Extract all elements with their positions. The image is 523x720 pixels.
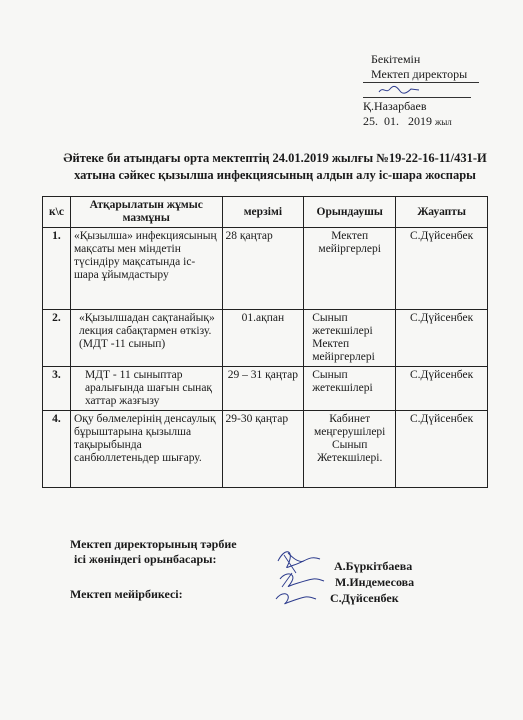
- row-executor: Сынып жетекшілері Мектеп мейіргерлері: [304, 310, 396, 367]
- approval-date: [363, 114, 523, 130]
- approval-block: [363, 52, 523, 130]
- row-executor: Сынып жетекшілері: [304, 367, 396, 411]
- title-line-2: хатына сәйкес қызылша инфекциясының алдын алу іс-шара жоспары: [74, 168, 476, 182]
- row-responsible: С.Дүйсенбек: [396, 310, 488, 367]
- director-signature-icon: [377, 84, 421, 96]
- header-responsible: Жауапты: [396, 197, 488, 228]
- row-responsible: С.Дүйсенбек: [396, 228, 488, 310]
- header-content: Атқарылатын жұмыс мазмұны: [70, 197, 222, 228]
- deputy-label: [70, 537, 270, 567]
- row-term: 29-30 қаңтар: [222, 411, 304, 488]
- table-header-row: [43, 197, 488, 228]
- signatory-name-2: М.Индемесова: [335, 575, 415, 589]
- approval-position: Мектеп директоры: [363, 67, 479, 83]
- row-responsible: С.Дүйсенбек: [396, 367, 488, 411]
- signature-icon: [270, 543, 332, 607]
- row-term: 01.ақпан: [222, 310, 304, 367]
- deputy-label-line-1: Мектеп директорының тәрбие: [70, 537, 237, 551]
- row-num: 2.: [43, 310, 71, 367]
- deputy-label-line-2: ісі жөніндегі орынбасары:: [74, 552, 217, 566]
- approval-date-suffix: жыл: [435, 117, 452, 127]
- table-row: [43, 411, 488, 488]
- header-term: мерзімі: [222, 197, 304, 228]
- header-num: к\с: [43, 197, 71, 228]
- row-content: «Қызылшадан сақтанайық» лекция сабақтармен өткізу.(МДТ -11 сынып): [70, 310, 222, 367]
- signatory-names: [330, 559, 415, 607]
- table-row: [43, 310, 488, 367]
- director-name: Қ.Назарбаев: [363, 99, 427, 113]
- approval-heading: Бекітемін: [371, 52, 421, 66]
- row-content: «Қызылша» инфекциясының мақсаты мен міндетін түсіндіру мақсатында іс-шара ұйымдастыру: [70, 228, 222, 310]
- row-executor: Мектеп мейіргерлері: [304, 228, 396, 310]
- row-term: 29 – 31 қаңтар: [222, 367, 304, 411]
- table-row: [43, 367, 488, 411]
- row-responsible: С.Дүйсенбек: [396, 411, 488, 488]
- row-executor: Кабинет меңгерушілері Сынып Жетекшілері.: [304, 411, 396, 488]
- table-row: [43, 228, 488, 310]
- row-term: 28 қаңтар: [222, 228, 304, 310]
- document-title: [40, 150, 510, 184]
- row-num: 3.: [43, 367, 71, 411]
- nurse-label: Мектеп мейірбикесі:: [70, 587, 183, 601]
- row-num: 4.: [43, 411, 71, 488]
- title-line-1: Әйтеке би атындағы орта мектептің 24.01.2019 жылғы №19-22-16-11/431-И: [63, 151, 487, 165]
- director-signature-line: [363, 83, 471, 98]
- row-content: Оқу бөлмелерінің денсаулық бұрыштарына қызылша тақырыбында санбюллетеньдер шығару.: [70, 411, 222, 488]
- plan-table: [42, 196, 488, 488]
- handwritten-signatures: [270, 543, 332, 611]
- row-num: 1.: [43, 228, 71, 310]
- row-content: МДТ - 11 сыныптар аралығында шағын сынақ хаттар жазғызу: [70, 367, 222, 411]
- approval-date-value: 25. 01. 2019: [363, 114, 432, 128]
- header-executor: Орындаушы: [304, 197, 396, 228]
- signatory-name-3: С.Дүйсенбек: [330, 591, 399, 605]
- signatory-name-1: А.Бүркітбаева: [334, 559, 413, 573]
